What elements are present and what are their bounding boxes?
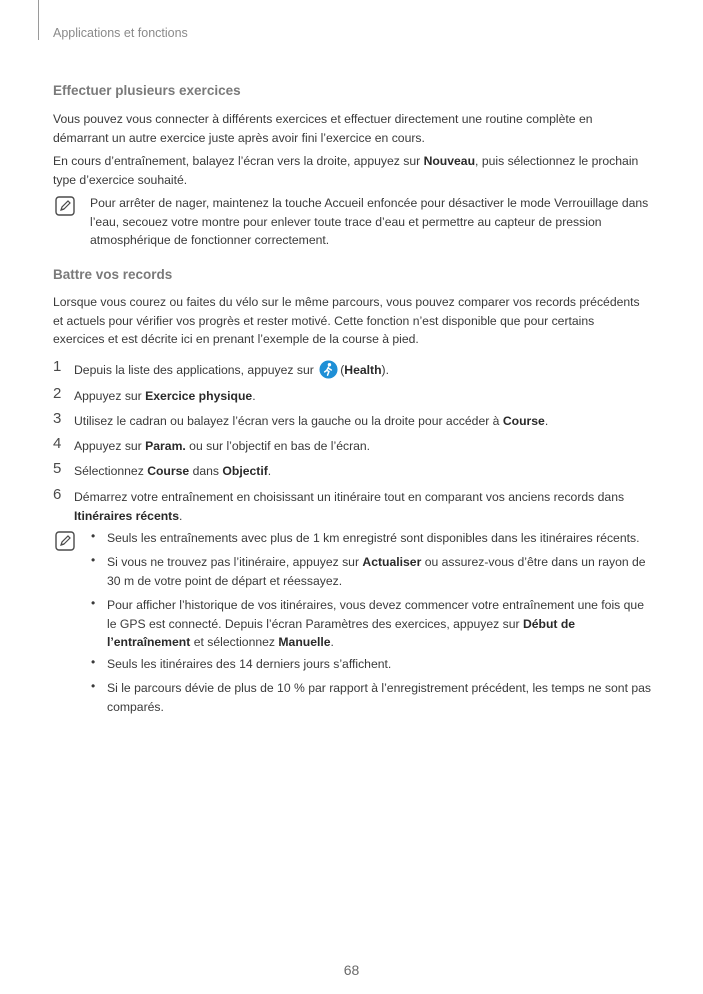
- ui-term: Objectif: [222, 464, 268, 478]
- ui-term: Course: [147, 464, 190, 478]
- bullet-text: Seuls les itinéraires des 14 derniers jours s’affichent.: [107, 657, 392, 671]
- ui-term: Itinéraires récents: [74, 508, 180, 523]
- page-header: Applications et fonctions: [53, 26, 188, 40]
- bullet-text: Pour afficher l’historique de vos itinéraires, vous devez commencer votre entraînement une fois que le GPS est connecté. Depuis l’écran Paramètres des exercices, appuyez sur Début de l’entraînement et sélectionnez Manuelle.: [107, 598, 644, 649]
- ui-term: Manuelle: [278, 635, 331, 649]
- health-app-icon: [319, 360, 338, 379]
- step-number: 4: [53, 435, 62, 452]
- step-number: 2: [53, 385, 62, 402]
- step-number: 6: [53, 486, 62, 503]
- note-pencil-icon: [55, 531, 75, 551]
- step-text: Démarrez votre entraînement en choisissant un itinéraire tout en comparant vos anciens records dans Itinéraires récents.: [74, 490, 625, 523]
- paragraph: Vous pouvez vous connecter à différents exercices et effectuer directement une routine complète en démarrant un autre exercice juste après avoir fini l’exercice en cours.: [53, 112, 593, 145]
- paragraph: Lorsque vous courez ou faites du vélo sur le même parcours, vous pouvez comparer vos records précédents et actuels pour vérifier vos progrès et rester motivé. Cette fonction n’est disponible que pour certains exercices et est décrite ici en prenant l’exemple de la course à pied.: [53, 295, 640, 346]
- note-text: Pour arrêter de nager, maintenez la touche Accueil enfoncée pour désactiver le mode Verrouillage dans l’eau, secouez votre montre pour enlever toute trace d’eau et permettre au capteur de pression atmosphérique de fonctionner correctement.: [90, 196, 649, 247]
- page-number: 68: [343, 962, 360, 978]
- ui-term: Actualiser: [362, 555, 422, 569]
- ui-term: Nouveau: [423, 154, 476, 168]
- paragraph: En cours d’entraînement, balayez l’écran vers la droite, appuyez sur Nouveau, puis sélectionnez le prochain type d’exercice souhaité.: [53, 154, 639, 187]
- section-title-beat-records: Battre vos records: [53, 267, 173, 282]
- bullet: •: [91, 529, 96, 543]
- step-number: 5: [53, 460, 62, 477]
- ui-term: Course: [502, 414, 545, 428]
- note-pencil-icon: [55, 196, 75, 216]
- section-title-multiple-exercises: Effectuer plusieurs exercices: [53, 83, 241, 98]
- ui-term: Début de l’entraînement: [107, 616, 576, 649]
- bullet: •: [91, 679, 96, 693]
- ui-term: Exercice physique: [145, 389, 253, 403]
- step-text: Depuis la liste des applications, appuyez sur (Health).: [74, 360, 649, 380]
- bullet: •: [91, 553, 96, 567]
- ui-term: Param.: [145, 439, 186, 453]
- header-divider: [38, 0, 39, 40]
- bullet-text: Seuls les entraînements avec plus de 1 km enregistré sont disponibles dans les itinéraires récents.: [107, 531, 640, 545]
- step-text: Sélectionnez Course dans Objectif.: [74, 464, 272, 478]
- step-number: 1: [53, 358, 62, 375]
- step-number: 3: [53, 410, 62, 427]
- ui-term: Health: [344, 363, 382, 377]
- step-text: Appuyez sur Exercice physique.: [74, 389, 256, 403]
- bullet: •: [91, 596, 96, 610]
- bullet-text: Si le parcours dévie de plus de 10 % par rapport à l’enregistrement précédent, les temps ne sont pas comparés.: [107, 681, 652, 714]
- step-text: Appuyez sur Param. ou sur l’objectif en bas de l’écran.: [74, 439, 371, 453]
- step-text: Utilisez le cadran ou balayez l’écran vers la gauche ou la droite pour accéder à Course.: [74, 414, 549, 428]
- bullet: •: [91, 655, 96, 669]
- bullet-text: Si vous ne trouvez pas l’itinéraire, appuyez sur Actualiser ou assurez-vous d’être dans un rayon de 30 m de votre point de départ et réessayez.: [107, 555, 646, 588]
